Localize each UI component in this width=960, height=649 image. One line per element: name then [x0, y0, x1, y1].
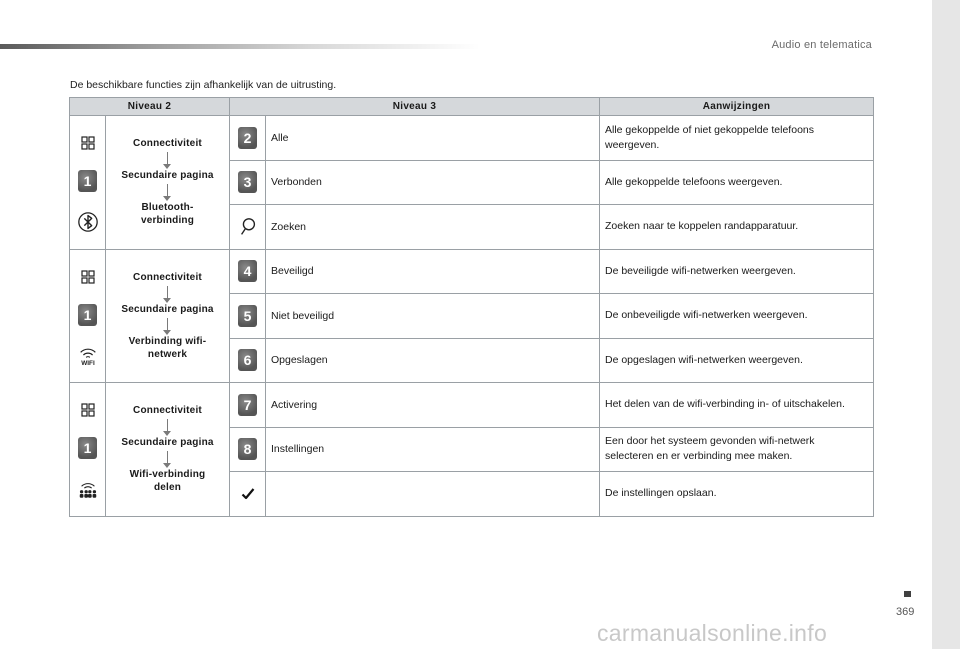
- share-icon: [77, 478, 99, 500]
- step-badge: 1: [78, 304, 97, 326]
- step-badge: 5: [238, 305, 257, 327]
- level2-function-label: Verbinding wifi-netwerk: [128, 335, 207, 360]
- level2-function-label: Bluetooth-verbinding: [140, 202, 195, 227]
- level2-connectivity-label: Connectiviteit: [133, 138, 202, 150]
- step-badge: 3: [238, 171, 257, 193]
- note-cell: Het delen van de wifi-verbinding in- of uitschakelen.: [600, 383, 874, 428]
- note-cell: Zoeken naar te koppelen randapparatuur.: [600, 205, 874, 250]
- chapter-title: Audio en telematica: [771, 39, 872, 51]
- grid-icon: [80, 135, 96, 151]
- step-badge: 6: [238, 349, 257, 371]
- table-row: [70, 249, 874, 294]
- step-number-cell: [230, 160, 266, 205]
- down-arrow-icon: [167, 419, 168, 432]
- step-number-cell: [230, 427, 266, 472]
- step-icon-cell: [230, 205, 266, 250]
- functions-table: [69, 97, 874, 517]
- note-cell: De onbeveiligde wifi-netwerken weergeven.: [600, 294, 874, 339]
- level3-cell: Niet beveiligd: [266, 294, 600, 339]
- step-badge: 2: [238, 127, 257, 149]
- group-icons-cell: [70, 249, 106, 383]
- page-edge-band: [932, 0, 960, 649]
- step-number-cell: [230, 338, 266, 383]
- level2-connectivity-label: Connectiviteit: [133, 405, 202, 417]
- table-header-row: [70, 98, 874, 116]
- level2-secondary-page-label: Secundaire pagina: [121, 437, 214, 449]
- group-icons-cell: [70, 116, 106, 250]
- table-row: [70, 383, 874, 428]
- level3-cell: Instellingen: [266, 427, 600, 472]
- step-badge: 1: [78, 170, 97, 192]
- step-number-cell: [230, 383, 266, 428]
- step-badge: 7: [238, 394, 257, 416]
- down-arrow-icon: [167, 152, 168, 165]
- note-cell: De opgeslagen wifi-netwerken weergeven.: [600, 338, 874, 383]
- header-aanwijzingen: Aanwijzingen: [600, 98, 874, 116]
- step-badge: 1: [78, 437, 97, 459]
- group-level2-cell: [106, 116, 230, 250]
- search-icon: [237, 216, 259, 238]
- step-number-cell: [230, 249, 266, 294]
- step-badge: 4: [238, 260, 257, 282]
- level3-cell: [266, 472, 600, 517]
- wifi-icon: [77, 345, 99, 367]
- step-number-cell: [230, 294, 266, 339]
- page-number: 369: [896, 606, 915, 618]
- bluetooth-icon: [77, 211, 99, 233]
- level3-cell: Beveiligd: [266, 249, 600, 294]
- note-cell: De beveiligde wifi-netwerken weergeven.: [600, 249, 874, 294]
- group-level2-cell: [106, 383, 230, 517]
- intro-text: De beschikbare functies zijn afhankelijk van de uitrusting.: [70, 79, 337, 91]
- down-arrow-icon: [167, 451, 168, 464]
- down-arrow-icon: [167, 184, 168, 197]
- group-icons-cell: [70, 383, 106, 517]
- level2-connectivity-label: Connectiviteit: [133, 271, 202, 283]
- down-arrow-icon: [167, 318, 168, 331]
- watermark: carmanualsonline.info: [597, 620, 828, 646]
- check-icon: [241, 487, 255, 501]
- note-cell: Een door het systeem gevonden wifi-netwerk selecteren en er verbinding mee maken.: [600, 427, 874, 472]
- level3-cell: Activering: [266, 383, 600, 428]
- step-badge: 8: [238, 438, 257, 460]
- header-niveau-2: Niveau 2: [70, 98, 230, 116]
- wifi-icon-label: WIFI: [80, 359, 95, 367]
- step-icon-cell: [230, 472, 266, 517]
- header-niveau-3: Niveau 3: [230, 98, 600, 116]
- level2-secondary-page-label: Secundaire pagina: [121, 170, 214, 182]
- level3-cell: Opgeslagen: [266, 338, 600, 383]
- level3-cell: Zoeken: [266, 205, 600, 250]
- level2-function-label: Wifi-verbinding delen: [129, 469, 206, 494]
- group-level2-cell: [106, 249, 230, 383]
- grid-icon: [80, 269, 96, 285]
- note-cell: De instellingen opslaan.: [600, 472, 874, 517]
- table-row: [70, 116, 874, 161]
- header-gradient-bar: [0, 44, 480, 49]
- grid-icon: [80, 402, 96, 418]
- step-number-cell: [230, 116, 266, 161]
- level2-secondary-page-label: Secundaire pagina: [121, 303, 214, 315]
- note-cell: Alle gekoppelde telefoons weergeven.: [600, 160, 874, 205]
- level3-cell: Alle: [266, 116, 600, 161]
- note-cell: Alle gekoppelde of niet gekoppelde telefoons weergeven.: [600, 116, 874, 161]
- page-marker: [904, 591, 911, 597]
- down-arrow-icon: [167, 286, 168, 299]
- level3-cell: Verbonden: [266, 160, 600, 205]
